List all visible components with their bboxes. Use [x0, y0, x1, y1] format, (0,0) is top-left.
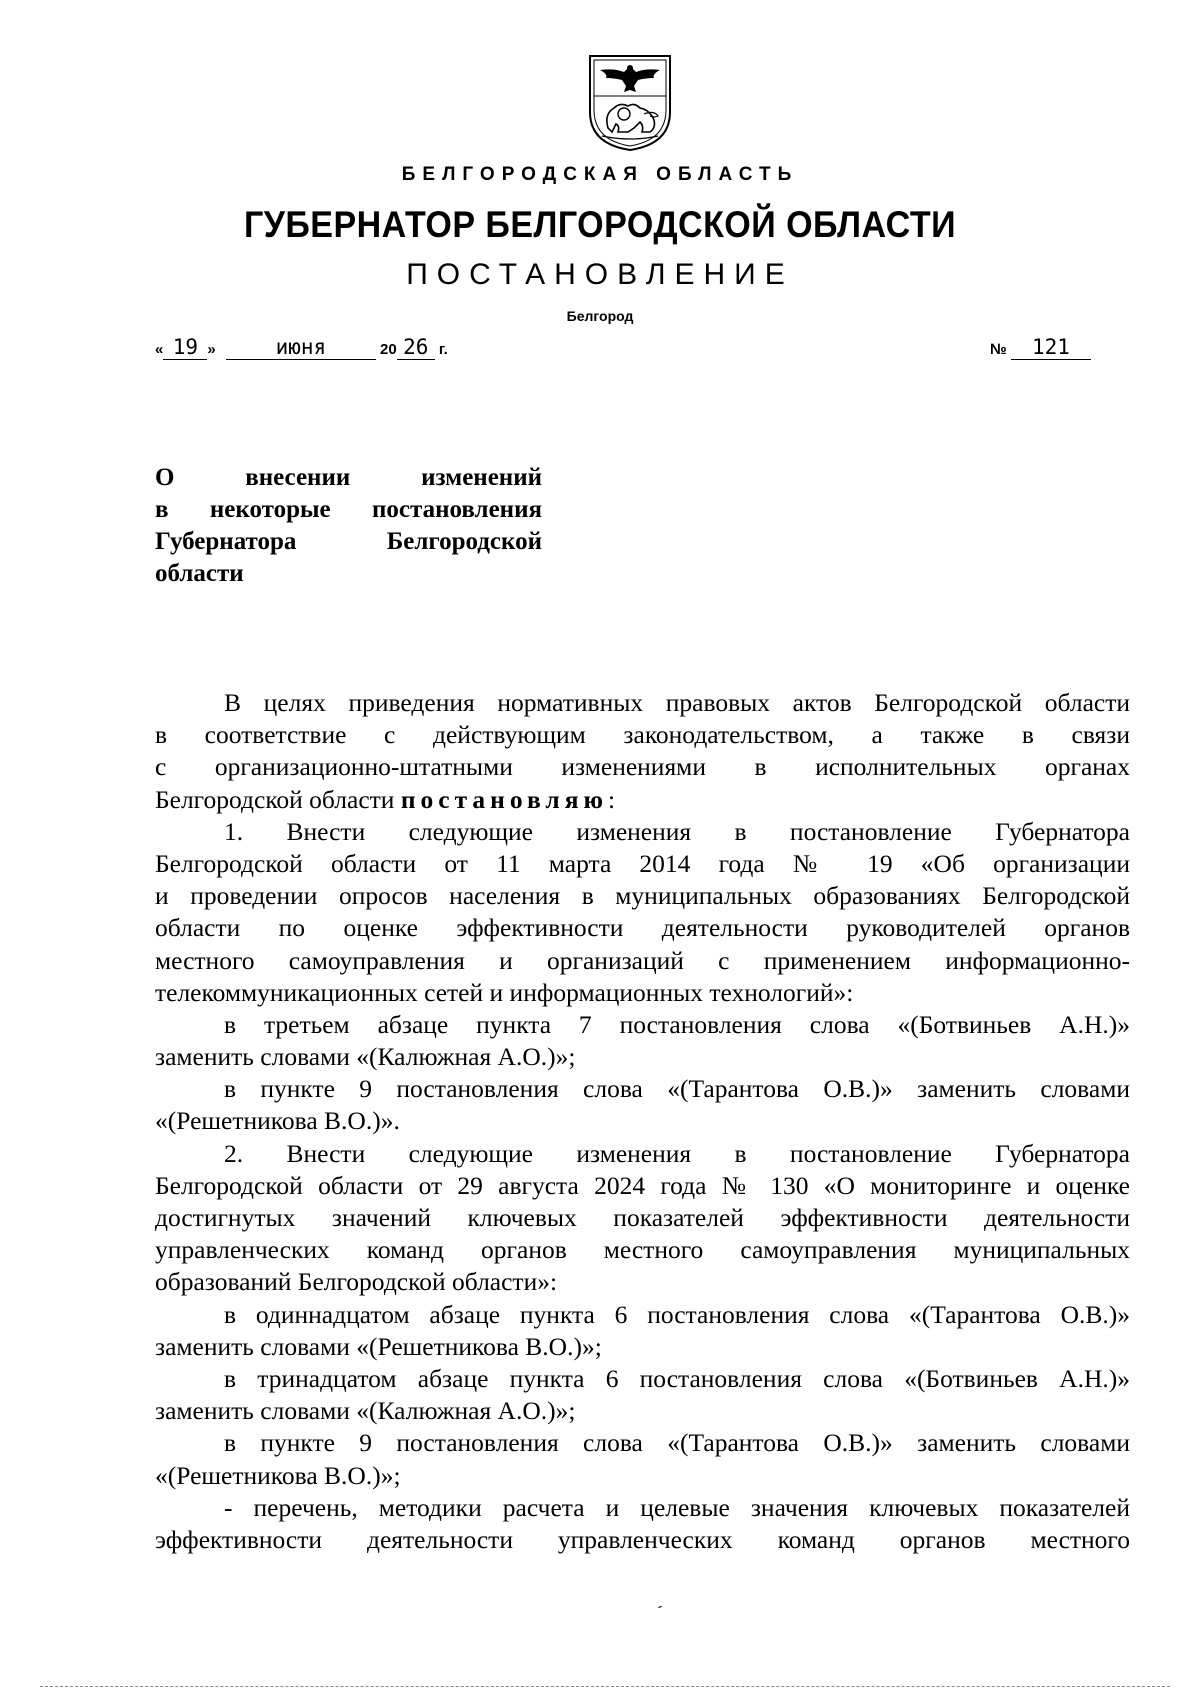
body-line: области по оценке эффективности деятельности руководителей органов	[155, 913, 1130, 943]
body-line: - перечень, методики расчета и целевые значения ключевых показателей	[224, 1492, 1130, 1522]
body-line: «(Решетникова В.О.)»;	[155, 1460, 401, 1490]
body-line: «(Решетникова В.О.)».	[155, 1106, 400, 1136]
number-label: №	[990, 341, 1007, 358]
body-line: с организационно-штатными изменениями в исполнительных органах	[155, 752, 1130, 782]
body-line: и проведении опросов населения в муниципальных образованиях Белгородской	[155, 881, 1130, 911]
body-line: местного самоуправления и организаций с применением информационно-	[155, 945, 1130, 975]
region-name: БЕЛГОРОДСКАЯ ОБЛАСТЬ	[401, 164, 799, 185]
date-month: июня	[226, 335, 376, 360]
body-line: заменить словами «(Калюжная А.О.)»;	[155, 1396, 576, 1426]
city-name: Белгород	[566, 308, 634, 324]
number-value: 121	[1011, 335, 1091, 360]
body-line: эффективности деятельности управленческих команд органов местного	[155, 1524, 1130, 1554]
document-number	[990, 335, 1091, 365]
document-body	[155, 687, 1130, 1556]
body-line: в тринадцатом абзаце пункта 6 постановления слова «(Ботвиньев А.Н.)»	[224, 1363, 1130, 1393]
coat-of-arms-icon	[584, 52, 676, 152]
body-line: Белгородской области от 29 августа 2024 года № 130 «О мониторинге и оценке	[155, 1170, 1130, 1200]
document-type: ПОСТАНОВЛЕНИЕ	[406, 258, 794, 291]
body-line: заменить словами «(Решетникова В.О.)»;	[155, 1331, 602, 1361]
body-line: управленческих команд органов местного самоуправления муниципальных	[155, 1235, 1130, 1265]
body-line: Белгородской области постановляю:	[155, 784, 616, 814]
title-line: области	[155, 560, 244, 587]
resolve-word: постановляю	[400, 784, 608, 814]
document-date	[155, 335, 448, 365]
body-line: образований Белгородской области»:	[155, 1267, 558, 1297]
body-line: в одиннадцатом абзаце пункта 6 постановления слова «(Тарантова О.В.)»	[224, 1299, 1130, 1329]
body-line: 2. Внести следующие изменения в постановление Губернатора	[224, 1138, 1130, 1168]
body-line: В целях приведения нормативных правовых актов Белгородской области	[224, 688, 1130, 717]
body-line: в соответствие с действующим законодательством, а также в связи	[155, 720, 1130, 750]
date-year: 26	[397, 335, 435, 360]
body-line: заменить словами «(Калюжная А.О.)»;	[155, 1042, 576, 1072]
date-day: 19	[163, 335, 207, 360]
body-line: телекоммуникационных сетей и информационных технологий»:	[155, 977, 854, 1007]
year-prefix: 20	[380, 341, 397, 358]
body-line: достигнутых значений ключевых показателей эффективности деятельности	[155, 1203, 1130, 1232]
quote-close: »	[207, 341, 216, 358]
title-line: Губернатора Белгородской	[155, 528, 542, 555]
body-line: 1. Внести следующие изменения в постановление Губернатора	[224, 816, 1130, 846]
authority-title: ГУБЕРНАТОР БЕЛГОРОДСКОЙ ОБЛАСТИ	[243, 204, 957, 245]
scan-mark: ˊ	[651, 1601, 665, 1623]
quote-open: «	[155, 341, 164, 358]
body-line: в пункте 9 постановления слова «(Тарантова О.В.)» заменить словами	[224, 1428, 1130, 1458]
body-line: Белгородской области от 11 марта 2014 года № 19 «Об организации	[155, 848, 1130, 878]
year-unit: г.	[438, 341, 448, 358]
body-line: в третьем абзаце пункта 7 постановления слова «(Ботвиньев А.Н.)»	[224, 1009, 1130, 1039]
title-line: О внесении изменений	[155, 464, 543, 491]
scan-edge-line	[40, 1686, 1170, 1687]
title-line: в некоторые постановления	[155, 496, 543, 523]
document-title	[155, 462, 542, 590]
body-line: в пункте 9 постановления слова «(Тарантова О.В.)» заменить словами	[224, 1074, 1130, 1104]
